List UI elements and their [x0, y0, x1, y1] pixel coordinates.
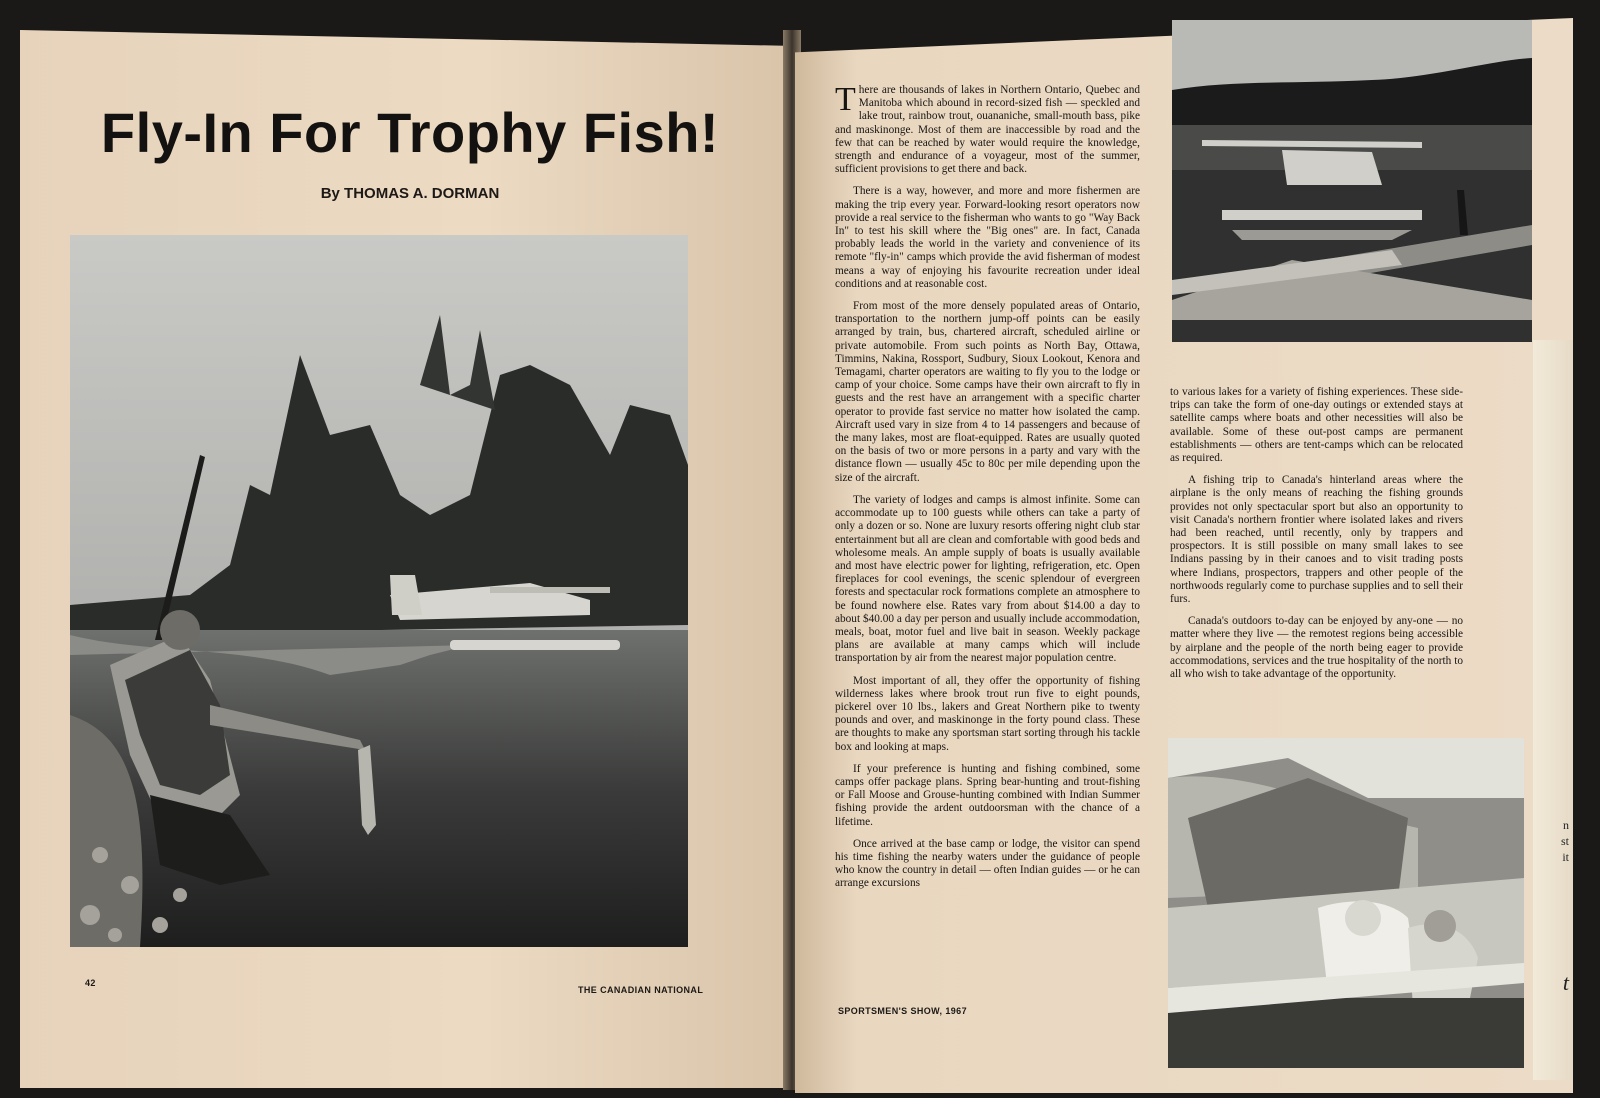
edge-fragment: n: [1563, 818, 1569, 832]
drop-cap: T: [835, 81, 856, 118]
article-paragraph: The variety of lodges and camps is almost infinite. Some can accommodate up to 100 guests while others can take a party of only a dozen or so. None are luxury resorts offering night club star entertainment but all are clean and comfortable with good beds and wholesome meals. An ample supply of boats is usually available and most have electric power for lighting, refrigeration, etc. Open fireplaces for cool evenings, the scenic splendour of evergreen forests and spectacular rock formations complete an atmosphere to be found nowhere else. Rates vary from about $14.00 a day to about $40.00 a day per person and usually include accommodation, meals, boat, motor fuel and live bait in season. Weekly package plans are available at many camps which will include transportation by air from the nearest major population centre.: [835, 493, 1140, 665]
article-paragraph: Canada's outdoors to-day can be enjoyed by any-one — no matter where they live — the remotest regions being accessible by airplane and the people of the north being eager to provide accommodations, services and the true hospitality of the north to all who wish to take advantage of the opportunity.: [1170, 615, 1463, 681]
running-footer-left: THE CANADIAN NATIONAL: [578, 985, 704, 995]
article-byline: By THOMAS A. DORMAN: [320, 185, 500, 202]
floatplane-dock-photo: [1172, 20, 1532, 342]
article-paragraph: A fishing trip to Canada's hinterland areas where the airplane is the only means of reaching the fishing grounds provides not only spectacular sport but also an opportunity to visit Canada's northern frontier where isolated lakes and rivers had been reached, until recently, only by trappers and prospectors. It is still possible on many small lakes to see Indians passing by in their canoes and to visit trading posts where Indians, prospectors, trappers and other people of the northwoods regularly come to purchase supplies and to sell their furs.: [1170, 474, 1463, 606]
article-paragraph: Most important of all, they offer the opportunity of fishing wilderness lakes where brook trout run five to eight pounds, pickerel over 10 lbs., lakers and Great Northern pike to twenty pounds and over, and maskinonge in the forty pound class. These are thoughts to make any sportsman start sorting through his tackle box and looking at maps.: [835, 674, 1140, 753]
article-title: Fly-In For Trophy Fish!: [100, 101, 720, 164]
article-paragraph: Once arrived at the base camp or lodge, the visitor can spend his time fishing the nearby waters under the guidance of people who know the country in detail — often Indian guides — or he can arrange excursions: [835, 837, 1140, 890]
edge-fragment: t: [1562, 970, 1569, 995]
angler-photo-illustration: [70, 235, 688, 947]
article-paragraph: to various lakes for a variety of fishing experiences. These side-trips can take the form of one-day outings or extended stays at satellite camps where boats and other necessities will also be available. Some of these out-post camps are permanent establishments — others are tent-camps which can be relocated as required.: [1170, 386, 1463, 465]
article-paragraph: If your preference is hunting and fishing combined, some camps offer package plans. Spring bear-hunting and trout-fishing or Fall Moose and Grouse-hunting combined with Indian Summer fishing provide the ardent outdoorsman with the chance of a lifetime.: [835, 762, 1140, 828]
dock-photo-illustration: [1172, 20, 1532, 342]
adjacent-page-edge: [1533, 340, 1573, 1080]
mechanics-photo-illustration: [1168, 738, 1524, 1068]
edge-fragment: it: [1562, 850, 1569, 864]
article-paragraph: There is a way, however, and more and more fishermen are making the trip every year. Forward-looking resort operators now provide a real service to the fisherman who wants to go "Way Back In" to test his skill where the "Big ones" are. In fact, Canada probably leads the world in the variety and convenience of its remote "fly-in" camps which provide the avid fisherman of modest means a way of enjoying his favourite recreation under ideal conditions and at reasonable cost.: [835, 185, 1140, 290]
article-paragraph: From most of the more densely populated areas of Ontario, transportation to the northern jump-off points can be easily arranged by train, bus, chartered aircraft, scheduled airline or private automobile. From such points as North Bay, Ottawa, Timmins, Nakina, Rossport, Sudbury, Sioux Lookout, Kenora and Temagami, charter operators are waiting to fly you to the lodge or camp of your choice. Some camps have their own aircraft to fly in guests and the rest have an arrangement with a specific charter operator to provide fast service no matter how isolated the camp. Aircraft used vary in size from 4 to 14 passengers and because of the many lakes, most are float-equipped. Rates are usually quoted on the basis of two or more persons in a party and vary with the distance flown — usually 45c to 80c per mile depending upon the size of the aircraft.: [835, 300, 1140, 484]
page-number: 42: [85, 978, 96, 988]
float-mechanics-photo: [1168, 738, 1524, 1068]
article-paragraph: There are thousands of lakes in Northern Ontario, Quebec and Manitoba which abound in record-sized fish — speckled and lake trout, rainbow trout, ouananiche, small-mouth bass, pike and maskinonge. Most of them are inaccessible by road and the few that can be reached by water would require the knowledge, strength and endurance of a voyageur, most of the summer, sufficient provisions to get there and back.: [835, 81, 1140, 176]
angler-floatplane-photo: [70, 235, 688, 947]
running-footer-right: SPORTSMEN'S SHOW, 1967: [838, 1006, 967, 1016]
article-column-2: [1170, 386, 1463, 690]
article-column-1: [835, 81, 1140, 900]
edge-fragment: st: [1560, 834, 1569, 848]
